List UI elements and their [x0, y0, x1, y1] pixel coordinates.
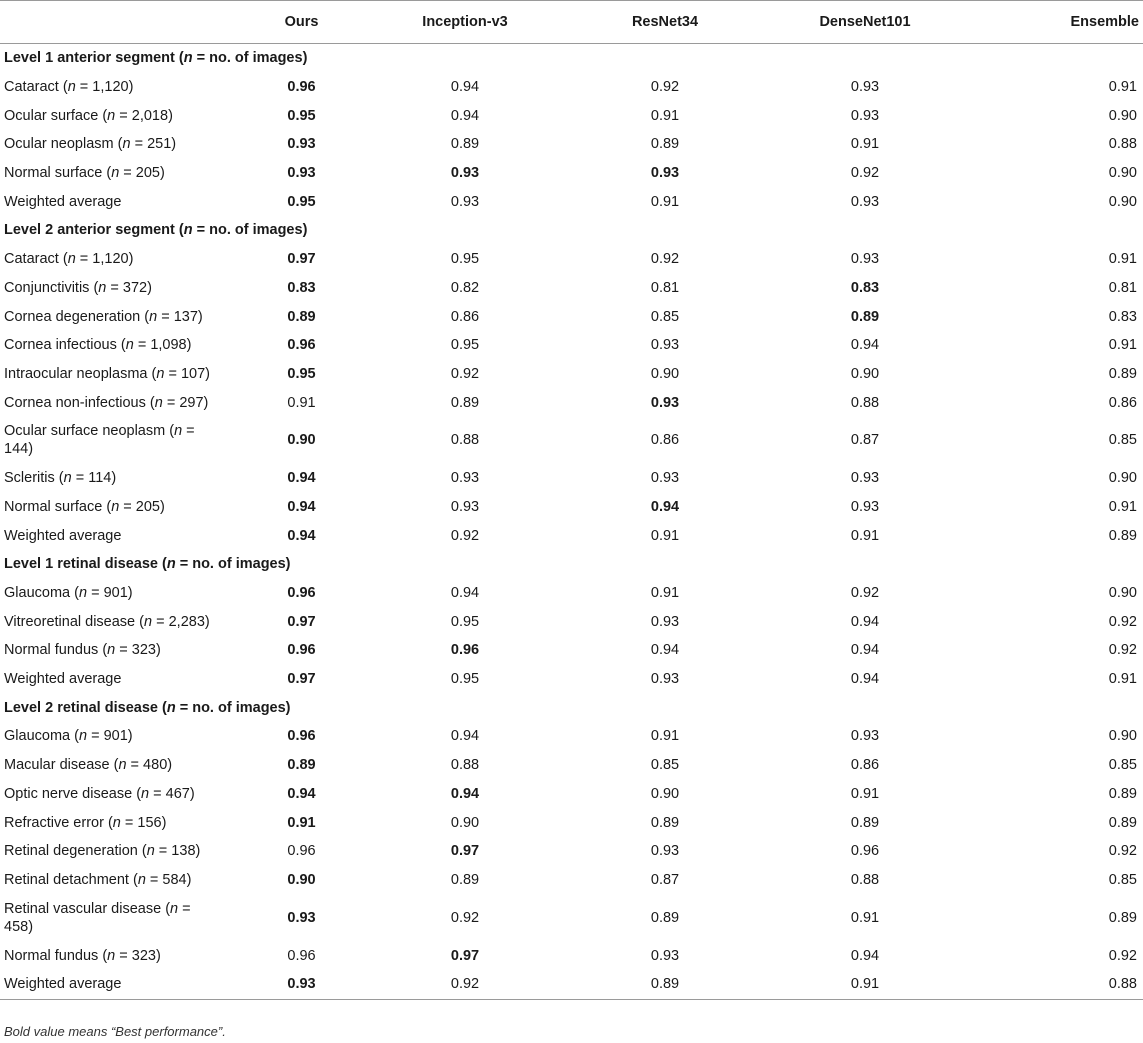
value-cell: 0.83	[850, 279, 880, 296]
table-row	[0, 866, 1143, 895]
value-cell: 0.94	[850, 642, 880, 659]
value-cell: 0.89	[850, 308, 880, 325]
value-cell: 0.92	[1108, 642, 1137, 659]
row-label	[0, 130, 238, 159]
value-cell: 0.93	[650, 947, 680, 964]
value-cell: 0.92	[1108, 947, 1137, 964]
table-row	[0, 808, 1143, 837]
row-label	[0, 245, 238, 274]
row-label-text: Glaucoma (n = 901)	[4, 585, 133, 602]
row-label-text: Conjunctivitis (n = 372)	[4, 279, 152, 296]
row-label	[0, 579, 238, 608]
value-cell: 0.94	[287, 527, 316, 544]
table-body	[0, 44, 1143, 1000]
value-cell: 0.85	[650, 757, 680, 774]
value-cell: 0.93	[450, 470, 480, 487]
value-cell: 0.88	[965, 970, 1143, 999]
table-row	[0, 274, 1143, 303]
row-label-text: Normal fundus (n = 323)	[4, 642, 161, 659]
value-cell: 0.90	[650, 785, 680, 802]
value-cell: 0.89	[650, 814, 680, 831]
row-label-text: Vitreoretinal disease (n = 2,283)	[4, 613, 210, 630]
value-cell: 0.91	[650, 585, 680, 602]
row-label-text: Weighted average	[4, 671, 122, 688]
row-label	[0, 388, 238, 417]
value-cell: 0.94	[287, 498, 316, 515]
value-cell: 0.97	[450, 947, 480, 964]
value-cell: 0.91	[650, 728, 680, 745]
value-cell: 0.90	[1108, 193, 1137, 210]
value-cell: 0.86	[1108, 394, 1137, 411]
value-cell: 0.93	[450, 498, 480, 515]
header-row	[0, 1, 1143, 44]
value-cell: 0.90	[287, 871, 316, 888]
row-label	[0, 159, 238, 188]
row-label-text: Optic nerve disease (n = 467)	[4, 785, 195, 802]
row-label-text: Intraocular neoplasma (n = 107)	[4, 365, 210, 382]
value-cell: 0.90	[1108, 728, 1137, 745]
value-cell: 0.91	[650, 107, 680, 124]
table-row	[0, 722, 1143, 751]
row-label	[0, 187, 238, 216]
value-cell: 0.97	[450, 843, 480, 860]
table-row	[0, 464, 1143, 493]
row-label-text: Weighted average	[4, 976, 122, 993]
row-label	[0, 722, 238, 751]
value-cell: 0.89	[1108, 365, 1137, 382]
value-cell: 0.95	[287, 107, 316, 124]
value-cell: 0.93	[650, 394, 680, 411]
table-row	[0, 751, 1143, 780]
row-label-text: Normal fundus (n = 323)	[4, 947, 161, 964]
row-label	[0, 417, 238, 464]
row-label	[0, 636, 238, 665]
value-cell: 0.93	[650, 671, 680, 688]
value-cell: 0.97	[287, 671, 316, 688]
row-label-text: Retinal degeneration (n = 138)	[4, 843, 201, 860]
header-cell-label	[0, 1, 238, 44]
value-cell: 0.91	[650, 527, 680, 544]
value-cell: 0.92	[365, 970, 565, 999]
row-label	[0, 780, 238, 809]
row-label	[0, 521, 238, 550]
value-cell: 0.91	[765, 970, 965, 999]
row-label-text: Glaucoma (n = 901)	[4, 728, 133, 745]
section-header-row	[0, 693, 1143, 722]
row-label-text: Cornea non-infectious (n = 297)	[4, 394, 209, 411]
value-cell: 0.95	[450, 337, 480, 354]
section-title: Level 2 retinal disease (n = no. of images)	[4, 699, 291, 716]
value-cell: 0.89	[850, 814, 880, 831]
value-cell: 0.91	[850, 785, 880, 802]
value-cell: 0.93	[650, 337, 680, 354]
value-cell: 0.86	[650, 432, 680, 449]
value-cell: 0.89	[1108, 785, 1137, 802]
value-cell: 0.93	[650, 165, 680, 182]
row-label-text: Cornea infectious (n = 1,098)	[4, 337, 192, 354]
row-label-text: Ocular surface neoplasm (n = 144)	[4, 423, 195, 458]
value-cell: 0.88	[1108, 136, 1137, 153]
value-cell: 0.94	[450, 79, 480, 96]
value-cell: 0.89	[450, 871, 480, 888]
row-label-text: Retinal detachment (n = 584)	[4, 871, 192, 888]
row-label	[0, 808, 238, 837]
value-cell: 0.96	[450, 642, 480, 659]
value-cell: 0.89	[1108, 909, 1137, 926]
value-cell: 0.93	[287, 165, 316, 182]
value-cell: 0.94	[850, 947, 880, 964]
value-cell: 0.87	[850, 432, 880, 449]
value-cell: 0.97	[287, 613, 316, 630]
section-title: Level 1 anterior segment (n = no. of images)	[4, 50, 308, 67]
value-cell: 0.90	[450, 814, 480, 831]
table-row	[0, 159, 1143, 188]
value-cell: 0.89	[287, 757, 316, 774]
table-row	[0, 837, 1143, 866]
value-cell: 0.89	[450, 136, 480, 153]
value-cell: 0.94	[850, 671, 880, 688]
row-label-text: Cataract (n = 1,120)	[4, 79, 134, 96]
value-cell: 0.88	[450, 757, 480, 774]
value-cell: 0.93	[238, 970, 365, 999]
value-cell: 0.96	[287, 947, 316, 964]
value-cell: 0.90	[287, 432, 316, 449]
value-cell: 0.93	[850, 470, 880, 487]
value-cell: 0.90	[650, 365, 680, 382]
row-label	[0, 970, 238, 999]
row-label	[0, 837, 238, 866]
value-cell: 0.93	[850, 251, 880, 268]
row-label	[0, 302, 238, 331]
value-cell: 0.88	[450, 432, 480, 449]
value-cell: 0.94	[450, 785, 480, 802]
table-row	[0, 73, 1143, 102]
value-cell: 0.91	[1108, 498, 1137, 515]
value-cell: 0.94	[287, 470, 316, 487]
value-cell: 0.94	[650, 498, 680, 515]
value-cell: 0.92	[650, 79, 680, 96]
value-cell: 0.95	[450, 613, 480, 630]
row-label-text: Weighted average	[4, 193, 122, 210]
section-header-row	[0, 216, 1143, 245]
row-label-text: Macular disease (n = 480)	[4, 757, 173, 774]
table-row	[0, 187, 1143, 216]
value-cell: 0.90	[1108, 470, 1137, 487]
row-label	[0, 894, 238, 941]
value-cell: 0.90	[1108, 585, 1137, 602]
value-cell: 0.96	[287, 337, 316, 354]
value-cell: 0.93	[450, 193, 480, 210]
value-cell: 0.93	[287, 136, 316, 153]
value-cell: 0.85	[1108, 757, 1137, 774]
value-cell: 0.91	[287, 394, 316, 411]
table-row	[0, 493, 1143, 522]
row-label	[0, 665, 238, 694]
table-row	[0, 780, 1143, 809]
value-cell: 0.95	[450, 671, 480, 688]
value-cell: 0.93	[287, 909, 316, 926]
value-cell: 0.91	[1108, 337, 1137, 354]
row-label	[0, 607, 238, 636]
value-cell: 0.90	[850, 365, 880, 382]
value-cell: 0.93	[650, 843, 680, 860]
value-cell: 0.93	[650, 470, 680, 487]
value-cell: 0.93	[650, 613, 680, 630]
value-cell: 0.91	[850, 136, 880, 153]
value-cell: 0.97	[287, 251, 316, 268]
value-cell: 0.93	[450, 165, 480, 182]
value-cell: 0.91	[650, 193, 680, 210]
table-row	[0, 941, 1143, 970]
value-cell: 0.90	[1108, 107, 1137, 124]
value-cell: 0.92	[650, 251, 680, 268]
value-cell: 0.89	[650, 136, 680, 153]
row-label	[0, 493, 238, 522]
value-cell: 0.94	[450, 728, 480, 745]
value-cell: 0.93	[850, 498, 880, 515]
value-cell: 0.94	[450, 107, 480, 124]
value-cell: 0.94	[650, 642, 680, 659]
value-cell: 0.94	[850, 337, 880, 354]
header-cell-ours: Ours	[238, 1, 365, 44]
value-cell: 0.86	[450, 308, 480, 325]
value-cell: 0.81	[650, 279, 680, 296]
row-label	[0, 941, 238, 970]
value-cell: 0.93	[850, 728, 880, 745]
section-title: Level 2 anterior segment (n = no. of images)	[4, 222, 308, 239]
value-cell: 0.96	[287, 728, 316, 745]
table-row	[0, 579, 1143, 608]
section-header-row	[0, 44, 1143, 73]
value-cell: 0.92	[450, 527, 480, 544]
row-label-text: Ocular surface (n = 2,018)	[4, 107, 173, 124]
value-cell: 0.92	[850, 585, 880, 602]
row-label	[0, 331, 238, 360]
table-row	[0, 101, 1143, 130]
table-row	[0, 388, 1143, 417]
table-row	[0, 331, 1143, 360]
value-cell: 0.94	[287, 785, 316, 802]
value-cell: 0.89	[565, 970, 765, 999]
value-cell: 0.95	[287, 193, 316, 210]
value-cell: 0.93	[850, 193, 880, 210]
value-cell: 0.96	[287, 79, 316, 96]
header-cell-resnet34: ResNet34	[565, 1, 765, 44]
value-cell: 0.91	[850, 909, 880, 926]
value-cell: 0.96	[287, 642, 316, 659]
table-row	[0, 245, 1143, 274]
table-footnote: Bold value means “Best performance”.	[4, 1024, 226, 1039]
value-cell: 0.83	[1108, 308, 1137, 325]
section-header-row	[0, 550, 1143, 579]
value-cell: 0.96	[287, 585, 316, 602]
header-cell-ensemble: Ensemble	[965, 1, 1143, 44]
table-row	[0, 130, 1143, 159]
row-label-text: Cornea degeneration (n = 137)	[4, 308, 203, 325]
value-cell: 0.89	[450, 394, 480, 411]
header-cell-densenet101: DenseNet101	[765, 1, 965, 44]
value-cell: 0.86	[850, 757, 880, 774]
row-label-text: Cataract (n = 1,120)	[4, 251, 134, 268]
value-cell: 0.88	[850, 394, 880, 411]
value-cell: 0.93	[850, 79, 880, 96]
row-label	[0, 866, 238, 895]
value-cell: 0.81	[1108, 279, 1137, 296]
value-cell: 0.92	[850, 165, 880, 182]
value-cell: 0.95	[450, 251, 480, 268]
value-cell: 0.92	[1108, 613, 1137, 630]
row-label	[0, 360, 238, 389]
value-cell: 0.89	[1108, 527, 1137, 544]
row-label-text: Retinal vascular disease (n = 458)	[4, 900, 191, 935]
table-row	[0, 607, 1143, 636]
table-row	[0, 417, 1143, 464]
table-row	[0, 521, 1143, 550]
row-label-text: Scleritis (n = 114)	[4, 470, 117, 487]
table-row	[0, 970, 1143, 999]
table-row	[0, 302, 1143, 331]
value-cell: 0.83	[287, 279, 316, 296]
row-label-text: Normal surface (n = 205)	[4, 165, 165, 182]
value-cell: 0.93	[850, 107, 880, 124]
row-label	[0, 73, 238, 102]
row-label-text: Refractive error (n = 156)	[4, 814, 167, 831]
value-cell: 0.91	[1108, 251, 1137, 268]
row-label	[0, 751, 238, 780]
row-label	[0, 274, 238, 303]
value-cell: 0.92	[450, 909, 480, 926]
value-cell: 0.89	[287, 308, 316, 325]
row-label	[0, 464, 238, 493]
value-cell: 0.85	[1108, 432, 1137, 449]
value-cell: 0.89	[650, 909, 680, 926]
value-cell: 0.91	[1108, 79, 1137, 96]
value-cell: 0.95	[287, 365, 316, 382]
value-cell: 0.96	[850, 843, 880, 860]
value-cell: 0.91	[287, 814, 316, 831]
value-cell: 0.87	[650, 871, 680, 888]
value-cell: 0.96	[287, 843, 316, 860]
header-cell-inception-v3: Inception-v3	[365, 1, 565, 44]
value-cell: 0.94	[850, 613, 880, 630]
value-cell: 0.94	[450, 585, 480, 602]
table-row	[0, 360, 1143, 389]
value-cell: 0.90	[1108, 165, 1137, 182]
value-cell: 0.91	[850, 527, 880, 544]
row-label	[0, 101, 238, 130]
table-row	[0, 894, 1143, 941]
row-label-text: Ocular neoplasm (n = 251)	[4, 136, 177, 153]
row-label-text: Weighted average	[4, 527, 122, 544]
table-row	[0, 665, 1143, 694]
value-cell: 0.92	[1108, 843, 1137, 860]
value-cell: 0.89	[1108, 814, 1137, 831]
value-cell: 0.91	[1108, 671, 1137, 688]
value-cell: 0.85	[650, 308, 680, 325]
value-cell: 0.88	[850, 871, 880, 888]
section-title: Level 1 retinal disease (n = no. of images)	[4, 556, 291, 573]
value-cell: 0.85	[1108, 871, 1137, 888]
table-row	[0, 636, 1143, 665]
value-cell: 0.82	[450, 279, 480, 296]
value-cell: 0.92	[450, 365, 480, 382]
row-label-text: Normal surface (n = 205)	[4, 498, 165, 515]
